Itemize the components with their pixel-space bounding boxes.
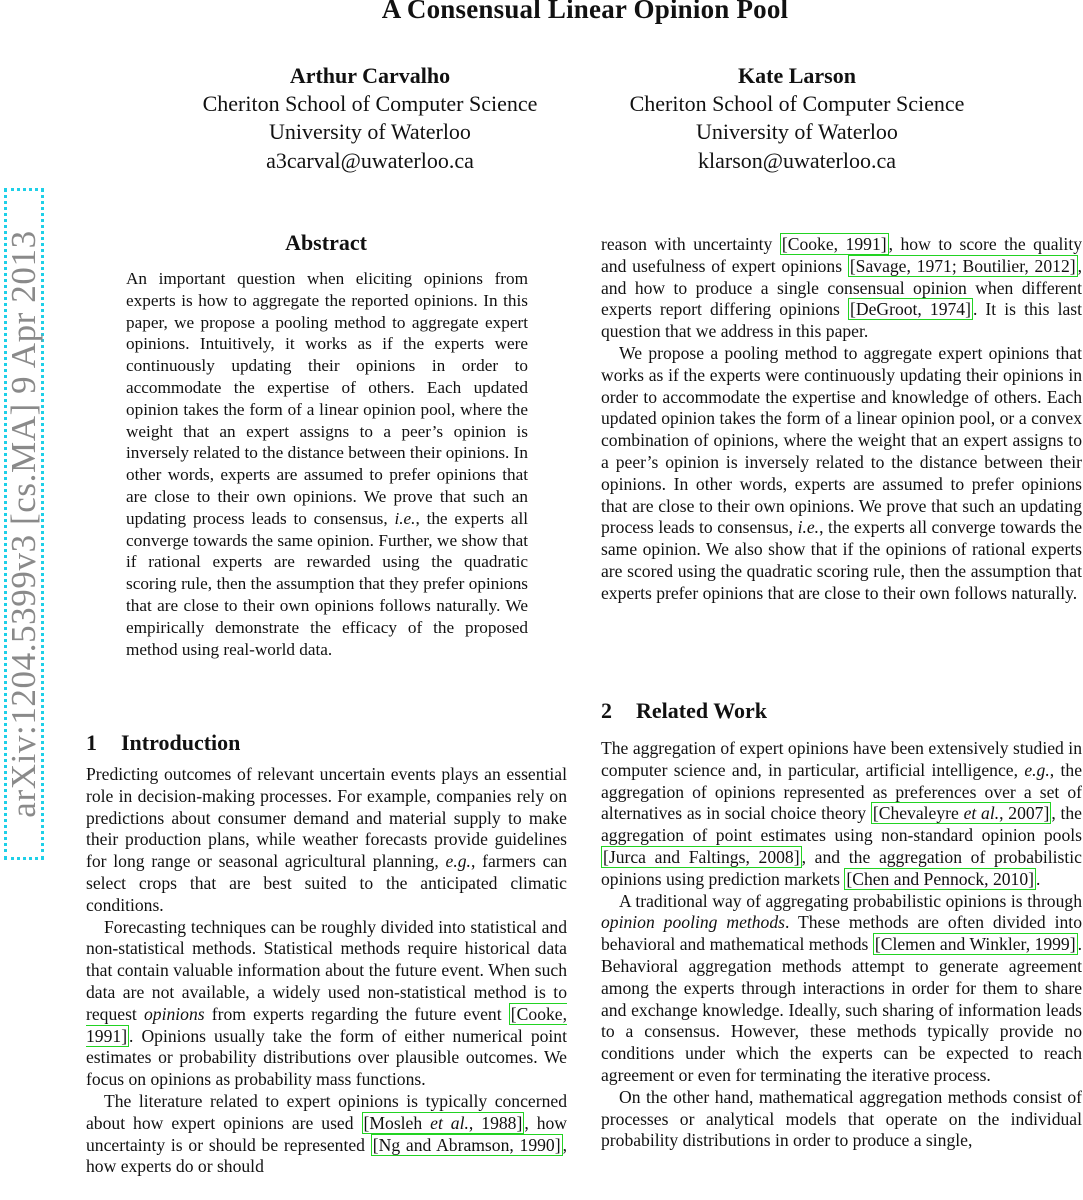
citation-link[interactable]: [Savage, 1971; Boutilier, 2012] (849, 255, 1076, 276)
paragraph: reason with uncertainty [Cooke, 1991] , how to score the quality and usefulness of expert opinions [Savage, 1971; Boutilier, 2012] , and how to produce a single consensual opinion when different experts report differing opinions [DeGroot, 1974] . It is this last question that we address in this paper. (601, 234, 1083, 342)
left-column-text (86, 764, 567, 1178)
author-email: a3carval@uwaterloo.ca (266, 147, 474, 173)
section-title: Related Work (636, 698, 767, 723)
arxiv-id-text: arXiv:1204.5399v3 [cs.MA] 9 Apr 2013 (4, 230, 43, 818)
right-column-intro-text (601, 234, 1082, 605)
paragraph: Forecasting techniques can be roughly divided into statistical and non-statistical methods. Statistical methods require historical data that contain valuable information about the future event. When such data are not available, a widely used non-statistical method is to request opinions from experts regarding the future event [Cooke, 1991] . Opinions usually take the form of either numerical point estimates or probability distributions over plausible outcomes. We focus on opinions as probability mass functions. (86, 916, 567, 1090)
citation-link[interactable]: [Chen and Pennock, 2010] (846, 868, 1034, 889)
abstract-heading: Abstract (285, 230, 367, 255)
author-affiliation: Cheriton School of Computer Science (629, 91, 965, 117)
author-name: Arthur Carvalho (289, 63, 451, 88)
citation-link[interactable]: [DeGroot, 1974] (850, 299, 971, 320)
section-1-heading (86, 730, 240, 756)
citation-link[interactable]: [Jurca and Faltings, 2008] (603, 846, 800, 867)
author-block-1 (160, 62, 580, 175)
paragraph: Predicting outcomes of relevant uncertain events plays an essential role in decision-making processes. For example, companies rely on predictions about consumer demand and material supply to make their production plans, while weather forecasts provide guidelines for long range or seasonal agricultural planning, e.g., farmers can select crops that are best suited to the anticipated climatic conditions. (86, 764, 568, 915)
citation-link[interactable]: [Clemen and Winkler, 1999] (874, 934, 1076, 955)
paragraph: The literature related to expert opinions is typically concerned about how expert opinions are used [Mosleh et al., 1988] , how uncertainty is or should be represented [Ng and Abramson, 1990] , how experts do or should (86, 1090, 567, 1177)
paper-title: A Consensual Linear Opinion Pool (381, 0, 789, 24)
section-2-heading (601, 698, 767, 724)
author-block-2 (587, 62, 1007, 175)
section-title: Introduction (121, 730, 241, 755)
author-affiliation: Cheriton School of Computer Science (202, 91, 538, 117)
abstract-body: An important question when eliciting opinions from experts is how to aggregate the reported opinions. In this paper, we propose a pooling method to aggregate expert opinions. Intuitively, it works as if the experts were continuously updating their opinions in order to accommodate the expertise of others. Each updated opinion takes the form of a linear opinion pool, where the weight that an expert assigns to a peer’s opinion is inversely related to the distance between their opinions. In other words, experts are assumed to prefer opinions that are close to their own opinions. We prove that such an updating process leads to consensus, i.e., the experts all converge towards the same opinion. Further, we show that if rational experts are rewarded using the quadratic scoring rule, then the assumption that they prefer opinions that are close to their own opinions follows naturally. We empirically demonstrate the efficacy of the proposed method using real-world data. (126, 269, 529, 659)
author-email: klarson@uwaterloo.ca (697, 147, 897, 173)
paragraph: We propose a pooling method to aggregate expert opinions that works as if the experts were continuously updating their opinions in order to accommodate the expertise and knowledge of others. Each updated opinion takes the form of a linear opinion pool, or a convex combination of opinions, where the weight that an expert assigns to a peer’s opinion is inversely related to the distance between their opinions. In other words, experts are assumed to prefer opinions that are close to their own opinions. We prove that such an updating process leads to consensus, i.e., the experts all converge towards the same opinion. We also show that if the opinions of rational experts are scored using the quadratic scoring rule, then the assumption that experts prefer opinions that are close to their own follows naturally. (601, 342, 1083, 603)
citation-link[interactable]: [Ng and Abramson, 1990] (372, 1134, 561, 1155)
section-number: 2 (601, 698, 612, 723)
paragraph: The aggregation of expert opinions have been extensively studied in computer science and, in particular, artificial intelligence, e.g., the aggregation of opinions represented as preferences over a set of alternatives as in social choice theory [Chevaleyre et al., 2007] , the aggregation of point estimates using non-standard opinion pools [Jurca and Faltings, 2008] , and the aggregation of probabilistic opinions using prediction markets [Chen and Pennock, 2010] . (601, 738, 1082, 889)
paragraph: On the other hand, mathematical aggregation methods consist of processes or analytical models that operate on the individual probability distributions in order to produce a single, (601, 1086, 1082, 1151)
author-name: Kate Larson (738, 63, 856, 88)
citation-link[interactable]: [Mosleh et al., 1988] (363, 1112, 523, 1133)
author-university: University of Waterloo (269, 119, 471, 145)
citation-link[interactable]: [Cooke, 1991] (781, 234, 887, 254)
section-number: 1 (86, 730, 97, 755)
arxiv-stamp[interactable] (4, 188, 44, 860)
paragraph: A traditional way of aggregating probabilistic opinions is through opinion pooling methods. These methods are often divided into behavioral and mathematical methods [Clemen and Winkler, 1999] . Behavioral aggregation methods attempt to generate agreement among the experts through interactions in order for them to share and exchange knowledge. Ideally, such sharing of information leads to a consensus. However, these methods typically provide no conditions under which the experts can be expected to reach agreement or even for terminating the iterative process. (601, 890, 1082, 1085)
right-column-related-text (601, 738, 1082, 1152)
author-university: University of Waterloo (696, 119, 898, 145)
citation-link[interactable]: [Chevaleyre et al., 2007] (872, 803, 1050, 824)
citation-link[interactable]: [Cooke, 1991] (86, 1003, 567, 1046)
